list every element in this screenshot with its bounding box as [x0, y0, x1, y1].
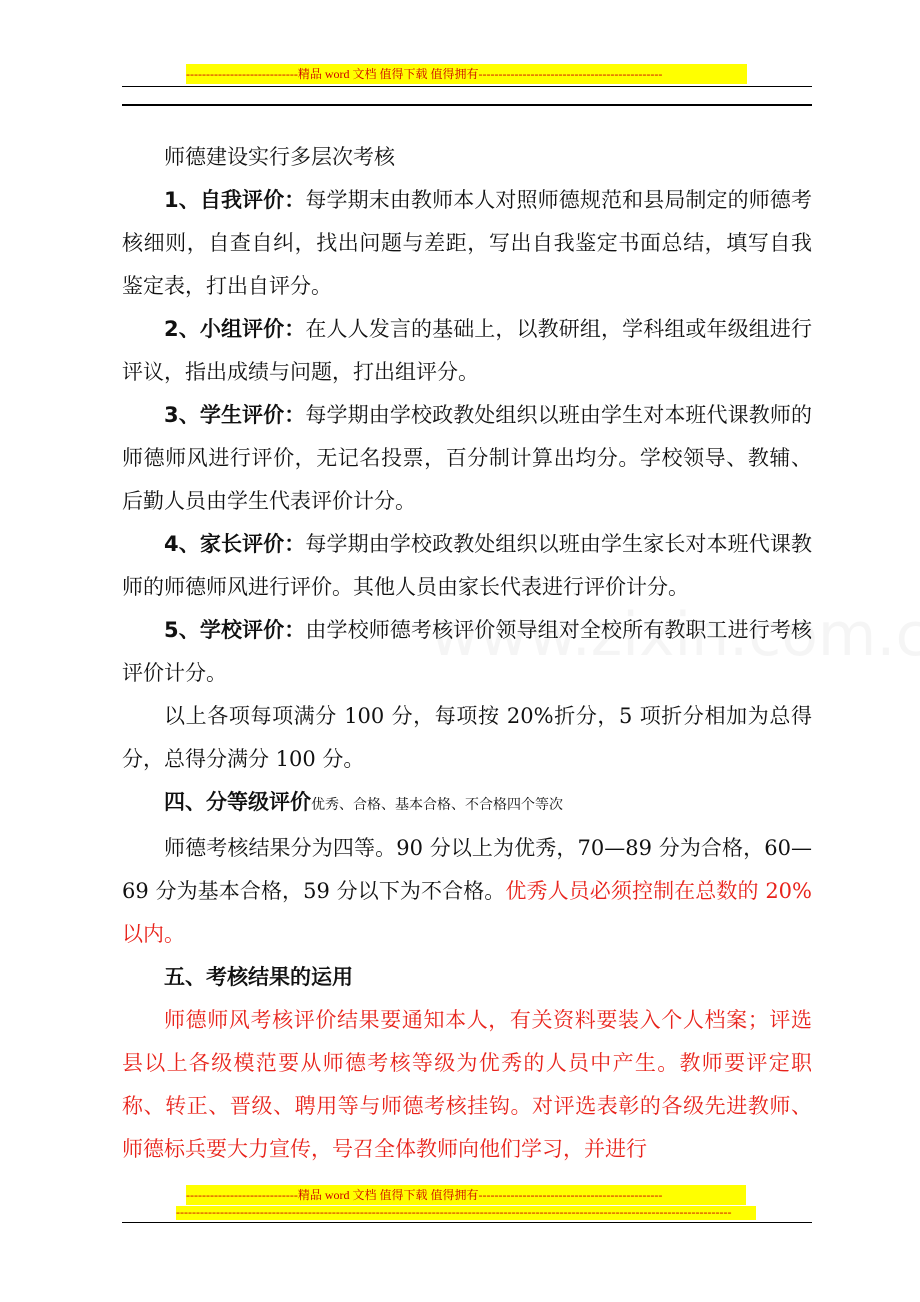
- item-2-label: 2、小组评价：: [164, 317, 306, 341]
- item-3-text: 每学期由学校政教处组织以班由学生对本班代课教师的师德师风进行评价，无记名投票，百分制计算出均分。学校领导、教辅、后勤人员由学生代表评价计分。: [122, 403, 812, 513]
- item-1-paragraph: [122, 179, 812, 308]
- intro-paragraph: 师德建设实行多层次考核: [164, 145, 395, 169]
- item-4-label: 4、家长评价：: [164, 532, 306, 556]
- section-4-red-text: 优秀人员必须控制在总数的 20%以内。: [122, 879, 812, 946]
- item-5-paragraph: [122, 609, 812, 695]
- section-4-heading: [122, 781, 812, 827]
- item-1-text: 每学期末由教师本人对照师德规范和县局制定的师德考核细则，自查自纠，找出问题与差距，写出自我鉴定书面总结，填写自我鉴定表，打出自评分。: [122, 188, 812, 298]
- footer-banner: ----------------------------精品 word 文档 值得下载 值得拥有----------------------------------------------: [186, 1185, 746, 1205]
- item-1-label: 1、自我评价：: [164, 188, 306, 212]
- section-4-title: 四、分等级评价: [164, 790, 311, 814]
- section-5-paragraph: 师德师风考核评价结果要通知本人，有关资料要装入个人档案；评选县以上各级模范要从师德考核等级为优秀的人员中产生。教师要评定职称、转正、晋级、聘用等与师德考核挂钩。对评选表彰的各级先进教师、师德标兵要大力宣传，号召全体教师向他们学习，并进行: [122, 1008, 812, 1161]
- item-5-text: 由学校师德考核评价领导组对全校所有教职工进行考核评价计分。: [122, 618, 812, 685]
- footer-banner-dashes: -------------------------------------------------------------------------------------------------------------------------------------------: [176, 1206, 756, 1220]
- item-4-paragraph: [122, 523, 812, 609]
- item-4-text: 每学期由学校政教处组织以班由学生家长对本班代课教师的师德师风进行评价。其他人员由家长代表进行评价计分。: [122, 532, 812, 599]
- item-2-paragraph: [122, 308, 812, 394]
- item-5-label: 5、学校评价：: [164, 618, 306, 642]
- section-4-note: 优秀、合格、基本合格、不合格四个等次: [311, 797, 563, 813]
- item-3-label: 3、学生评价：: [164, 403, 306, 427]
- header-rule-thick: [122, 104, 812, 106]
- header-rule-thin: [122, 86, 812, 87]
- header-banner: ----------------------------精品 word 文档 值得下载 值得拥有----------------------------------------------: [186, 64, 747, 84]
- scoring-paragraph: 以上各项每项满分 100 分，每项按 20%折分，5 项折分相加为总得分，总得分满分 100 分。: [122, 704, 812, 771]
- section-5-heading: 五、考核结果的运用: [164, 965, 353, 989]
- item-3-paragraph: [122, 394, 812, 523]
- item-2-text: 在人人发言的基础上，以教研组，学科组或年级组进行评议，指出成绩与问题，打出组评分。: [122, 317, 812, 384]
- section-4-paragraph: [122, 827, 812, 956]
- section-4-text: 师德考核结果分为四等。90 分以上为优秀，70—89 分为合格，60—69 分为基本合格，59 分以下为不合格。: [122, 836, 812, 903]
- document-body: [122, 136, 812, 1171]
- footer-rule: [122, 1222, 812, 1223]
